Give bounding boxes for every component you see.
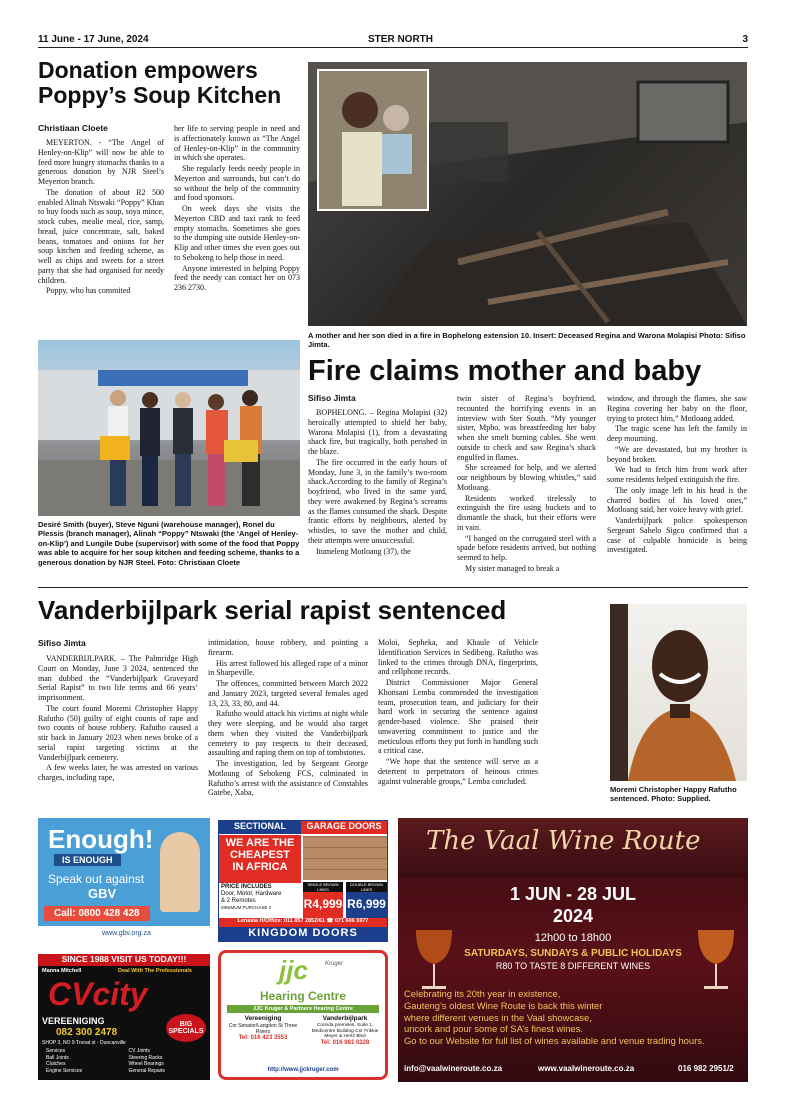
double-label: DOUBLE BROWN LINES bbox=[346, 882, 387, 892]
paragraph: The tragic scene has left the family in deep mourning. bbox=[607, 424, 747, 443]
rapist-headline: Vanderbijlpark serial rapist sentenced bbox=[38, 595, 507, 625]
fire-scene-photo bbox=[308, 62, 747, 326]
wine-ad-year: 2024 bbox=[552, 906, 594, 926]
jjc-hearing-ad[interactable] bbox=[218, 950, 388, 1080]
cv-service-item: CV Joints bbox=[128, 1048, 150, 1054]
garage-ad-sectional: SECTIONAL bbox=[219, 821, 301, 834]
jjc-vb-title: Vanderbijlpark bbox=[322, 1015, 368, 1022]
paragraph: intimidation, house robbery, and pointing a firearm. bbox=[208, 638, 368, 657]
wine-body-line: Celebrating its 20th year in existence, bbox=[404, 988, 561, 999]
cheapest-line-1: WE ARE THE bbox=[225, 837, 295, 849]
gbv-ad-panel bbox=[38, 818, 210, 926]
fire-headline: Fire claims mother and baby bbox=[308, 355, 702, 387]
wine-body-line: Go to our Website for full list of wines available and venue trading hours. bbox=[404, 1035, 705, 1046]
includes-line-1: Door, Motor, Hardware bbox=[221, 890, 282, 897]
paragraph: “We are devastated, but my brother is beyond broken. bbox=[607, 444, 747, 464]
cv-service-item: Engine Services bbox=[46, 1067, 83, 1074]
wine-ad-price: R80 TO TASTE 8 DIFFERENT WINES bbox=[495, 961, 651, 971]
paragraph: Rafutho would attack his victims at night while they were sleeping, and he would also target them when they visited the Vanderbijlpark cemetery to pay respects to their deceased, assaulting and raping them on top of tombstones. bbox=[208, 709, 368, 758]
paragraph: MEYERTON. - “The Angel of Henley-on-Klip” will now be able to feed more hungry stomachs thanks to a generous donation by NJR Steel’s Meyerton branch. bbox=[38, 138, 164, 186]
includes-min: MINIMUM PURCHASE 2 bbox=[221, 904, 272, 910]
fire-photo-caption: A mother and her son died in a fire in Bophelong extension 10. Insert: Deceased Regina and Warona Molapisi Photo: Sifiso Jimta. bbox=[308, 331, 746, 350]
paragraph: The offences, committed between March 2022 and January 2023, targeted several females aged 13, 23, 33, 80, and 44. bbox=[208, 679, 368, 708]
rapist-column-2 bbox=[208, 638, 368, 799]
rapist-photo bbox=[610, 604, 747, 781]
cheapest-line-3: IN AFRICA bbox=[232, 861, 288, 874]
paragraph: She regularly feeds needy people in Meyerton and surrounds, but can’t do so without the help of the community and food sponsors. bbox=[174, 164, 300, 203]
wine-ad-title: The Vaal Wine Route bbox=[426, 826, 701, 856]
cheapest-line-2: CHEAPEST bbox=[230, 849, 290, 862]
garage-door-image bbox=[303, 836, 387, 880]
rapist-column-1 bbox=[38, 654, 198, 784]
paragraph: twin sister of Regina’s boyfriend, recounted the horrifying events in an interview with Ster South. “My younger sister, Mpho, was breastfeeding her baby when she smelt burning cables. She went outside to check and saw Regina’s shack engulfed in flames. bbox=[457, 394, 596, 462]
gbv-ad-title bbox=[48, 824, 153, 855]
jjc-vb-tel: Tel: 016 981 0328 bbox=[320, 1040, 370, 1047]
garage-ad-brand: KINGDOM DOORS bbox=[219, 927, 387, 941]
paragraph: His arrest followed his alleged rape of a minor in Sharpeville. bbox=[208, 658, 368, 678]
wine-glass-icon bbox=[404, 926, 464, 996]
paragraph: VANDERBIJLPARK. – The Palmridge High Court on Monday, June 3 2024, sentenced the man dubbed the “Vanderbijlpark Graveyard Serial Rapist” to two life terms and 66 years’ imprisonment. bbox=[38, 654, 198, 702]
garage-doors-ad[interactable] bbox=[218, 820, 388, 942]
gbv-title-e: E bbox=[48, 824, 66, 854]
gbv-ad-url[interactable]: www.gbv.org.za bbox=[102, 930, 151, 937]
soup-headline bbox=[38, 58, 308, 108]
cv-ad-deal: Deal With The Professionals bbox=[118, 968, 192, 974]
section-divider bbox=[38, 587, 748, 588]
paragraph: Anyone interested in helping Poppy feed the needy can contact her on 073 236 2730. bbox=[174, 263, 300, 292]
gbv-ad[interactable] bbox=[38, 818, 210, 946]
group-photo-illustration bbox=[38, 340, 300, 516]
cv-ad-shop: SHOP 3, NO 9 Trooat st - Duncanville bbox=[42, 1040, 126, 1046]
garage-ad-includes bbox=[221, 884, 301, 910]
wine-ad-time: 12h00 to 18h00 bbox=[534, 932, 612, 944]
cv-service-item: Ball Joints bbox=[46, 1054, 69, 1061]
wine-body-line: Gauteng’s oldest Wine Route is back this winter bbox=[404, 999, 603, 1011]
garage-ad-price-single: SINGLE BROWN LINES R4,999 bbox=[303, 882, 343, 918]
fire-column-2 bbox=[457, 394, 596, 575]
includes-line-2: & 2 Remotes bbox=[221, 897, 256, 904]
cv-ad-logo: CVcity bbox=[48, 976, 148, 1012]
cv-ad-specials: BIG SPECIALS bbox=[166, 1014, 206, 1042]
garage-ad-price-double: DOUBLE BROWN LINES R6,999 bbox=[346, 882, 387, 918]
single-label: SINGLE BROWN LINES bbox=[303, 882, 343, 892]
double-price: 6,999 bbox=[355, 897, 386, 911]
jjc-ad-name: Hearing Centre bbox=[259, 989, 347, 1003]
issue-date: 11 June - 17 June, 2024 bbox=[38, 34, 149, 45]
soup-byline: Christiaan Cloete bbox=[38, 123, 108, 133]
rapist-photo-caption: Moremi Christopher Happy Rafutho sentenced. Photo: Supplied. bbox=[610, 785, 737, 804]
fire-byline: Sifiso Jimta bbox=[308, 393, 356, 403]
cv-ad-manna: Manna Mitchell bbox=[42, 968, 82, 974]
wine-ad-email[interactable]: info@vaalwineroute.co.za bbox=[404, 1064, 503, 1073]
cv-ad-services bbox=[46, 1048, 206, 1074]
cv-service-item: General Repairs bbox=[128, 1067, 165, 1074]
jjc-v-tel: Tel: 016 423 3553 bbox=[238, 1034, 288, 1041]
fire-column-3 bbox=[607, 394, 747, 556]
gbv-ad-sub: IS ENOUGH bbox=[54, 854, 121, 866]
wine-body-line: uncork and pour some of SA’s finest wines. bbox=[404, 1023, 583, 1035]
paragraph: Itumeleng Motloang (37), the bbox=[316, 546, 411, 556]
gbv-ad-call: Call: 0800 428 428 bbox=[44, 906, 150, 921]
soup-kitchen-photo bbox=[38, 340, 300, 516]
cv-city-ad[interactable] bbox=[38, 954, 210, 1080]
paragraph: Poppy, who has commited bbox=[46, 286, 131, 296]
jjc-ad-kruger: Kruger bbox=[325, 961, 344, 967]
paragraph: My sister managed to break a bbox=[465, 563, 560, 573]
paragraph: The only image left in his head is the charred bodies of his loved ones,” Motloang said, her voice heavy with grief. bbox=[607, 485, 747, 515]
gbv-title-rest: nough! bbox=[65, 824, 154, 854]
garage-ad-contact: Lenasia H/Office: 011 857 2852/61 ☎ 071 606 5977 bbox=[219, 918, 387, 927]
paragraph: District Commissioner Major General Khonsani Lemba commended the investigation team, prosecution team, and judiciary for their hard work in securing the sentence against gender-based violence. She praised their unwavering commitment to justice and the meticulous efforts they put forth in handling such a critical case. bbox=[378, 678, 538, 756]
gbv-ad-line2: GBV bbox=[88, 886, 117, 901]
paragraph: We had to fetch him from work after some residents helped extinguish the fire. bbox=[607, 465, 747, 484]
wine-route-ad[interactable] bbox=[398, 818, 748, 1082]
garage-ad-cheapest bbox=[219, 835, 301, 883]
soup-photo-caption: Desiré Smith (buyer), Steve Nguni (warehouse manager), Ronel du Plessis (branch manager), Alinah “Poppy” Ntswaki (the ‘Angel of Henley-on-Klip’) and Lungile Dube (supervisor) with some of the food that Poppy was able to acquire for her soup kitchen and feeding scheme, thanks to a generous donation by NJR Steel. Foto: Christiaan Cloete bbox=[38, 520, 300, 567]
jjc-ad-vereeniging bbox=[223, 1015, 303, 1042]
jjc-v-title: Vereeniging bbox=[244, 1015, 282, 1022]
rapist-byline: Sifiso Jimta bbox=[38, 638, 86, 648]
wine-ad-dates: 1 JUN - 28 JUL bbox=[509, 884, 637, 904]
paragraph: Moloi, Sepheka, and Khaule of Vehicle Identification Services in Sedibeng. Rafutho was linked to the crimes through DNA, fingerprints, and cellphone records. bbox=[378, 638, 538, 677]
paragraph: The donation of about R2 500 enabled Alinah Ntswaki “Poppy” Khan to buy foods such as soup, soya mince, stock cubes, mealie meal, rice, samp, bread, juice concentrate, salt, baked beans, tomatoes and onions for her soup kitchen and feeding scheme, as well as chips and sweets for a street party that she had organised for needy children. bbox=[38, 187, 164, 285]
gbv-ad-woman-image bbox=[160, 832, 200, 912]
paragraph: She screamed for help, and we alerted our neighbours by blowing whistles,” said Motloang. bbox=[457, 463, 596, 492]
soup-headline-line1: Donation empowers bbox=[38, 57, 258, 83]
paragraph: “We hope that the sentence will serve as a deterrent to perpetrators of heinous crimes against vulnerable groups,” Lemba concluded. bbox=[378, 757, 538, 786]
soup-column-1 bbox=[38, 138, 164, 297]
jjc-vb-addr: Corinda premises, Suite 1, Medicentre Building Cnr Frikkie Meyer & Hertz Blvd bbox=[311, 1022, 379, 1040]
soup-column-2 bbox=[174, 124, 300, 294]
paragraph: BOPHELONG. – Regina Molapisi (32) heroically attempted to shield her baby, Warona Molapisi (1), from a devastating shack fire, but tragically, both perished in the blaze. bbox=[308, 408, 447, 456]
cv-ad-town: VEREENIGING bbox=[42, 1016, 105, 1026]
wine-ad-phone: 016 982 2951/2 bbox=[678, 1064, 734, 1073]
paragraph: Vanderbijlpark police spokesperson Sergeant Sabelo Sigcu confirmed that a case of culpable homicide is being investigated. bbox=[607, 516, 747, 555]
paragraph: The investigation, led by Sergeant George Motloung of Sebokeng FCS, culminated in Rafutho’s arrest with the assistance of Constables Gatebe, Xaba, bbox=[208, 759, 368, 798]
cv-service-item: Clutches bbox=[46, 1061, 66, 1067]
soup-headline-line2: Poppy’s Soup Kitchen bbox=[38, 81, 282, 108]
page-number: 3 bbox=[742, 34, 748, 45]
wine-ad-website[interactable]: www.vaalwineroute.co.za bbox=[538, 1064, 635, 1073]
cv-service-item: Steering Racks bbox=[128, 1054, 163, 1061]
page-header bbox=[38, 34, 748, 48]
portrait-illustration bbox=[610, 604, 747, 781]
burnt-shack-illustration bbox=[308, 62, 747, 326]
paragraph: The court found Moremi Christopher Happy Rafutho (50) guilty of eight counts of rape and two counts of house robbery. Rafutho caused a stir back in January 2023 when news broke of a serial rapist targeting victims at the Vanderbijlpark cemetery. bbox=[38, 703, 198, 762]
wine-ad-days: SATURDAYS, SUNDAYS & PUBLIC HOLIDAYS bbox=[464, 948, 682, 959]
fire-column-1 bbox=[308, 408, 447, 557]
jjc-ad-sub: JJC Kruger & Partners Hearing Centre bbox=[227, 1005, 379, 1013]
jjc-v-addr: Cnr Senator/Langdon St Three Rivers bbox=[228, 1022, 298, 1035]
paragraph: “I banged on the corrugated steel with a spade before residents arrived, but nothing seemed to help. bbox=[457, 533, 596, 562]
includes-title: PRICE INCLUDES bbox=[221, 884, 272, 890]
paragraph: The fire occurred in the early hours of Monday, June 3, in the family’s two-room shack.According to the family of Regina’s boyfriend, who lived in the same yard, they were awakened by Regina’s screams as the flames consumed the shack. Despite frantic efforts by neighbours, alerted by whistles, to save the mother and child, their attempts were unsuccessful. bbox=[308, 457, 447, 545]
wine-glass-icon bbox=[686, 926, 746, 996]
paragraph: Residents worked tirelessly to extinguish the fire using buckets and to dismantle the shack, but their efforts were in vain. bbox=[457, 493, 596, 532]
paragraph: On week days she visits the Meyerton CBD and taxi rank to feed empty stomachs. Sometimes she goes to the dumping site outside Henley-on-Klip and other times she even goes out to Sebokeng to help those in need. bbox=[174, 204, 300, 262]
publication-name: STER NORTH bbox=[368, 34, 433, 45]
gbv-ad-line1: Speak out against bbox=[48, 872, 145, 886]
jjc-ad-url[interactable]: http://www.jjckruger.com bbox=[267, 1067, 339, 1073]
paragraph: A few weeks later, he was arrested on various charges, including rape, bbox=[38, 763, 198, 782]
cv-service-item: Services bbox=[46, 1048, 66, 1054]
jjc-ad-vanderbijlpark bbox=[305, 1015, 385, 1047]
paragraph: her life to serving people in need and is affectionately known as “The Angel of Henley-on-Klip” in the community in which she operates. bbox=[174, 124, 300, 163]
paragraph: window, and through the flames, she saw Regina covering her baby on the floor, trying to protect him,” Motloang added. bbox=[607, 394, 747, 423]
wine-ad-body bbox=[404, 988, 744, 1047]
wine-body-line: where different venues in the Vaal showcase, bbox=[404, 1011, 592, 1023]
cv-service-item: Wheel Bearings bbox=[128, 1061, 164, 1067]
rapist-column-3 bbox=[378, 638, 538, 787]
jjc-ad-logo: jjc bbox=[279, 955, 308, 985]
cv-ad-phone: 082 300 2478 bbox=[56, 1027, 118, 1038]
garage-ad-title: GARAGE DOORS bbox=[301, 821, 387, 834]
cv-ad-since: SINCE 1988 VISIT US TODAY!!! bbox=[38, 954, 210, 966]
single-price: 4,999 bbox=[312, 897, 343, 911]
